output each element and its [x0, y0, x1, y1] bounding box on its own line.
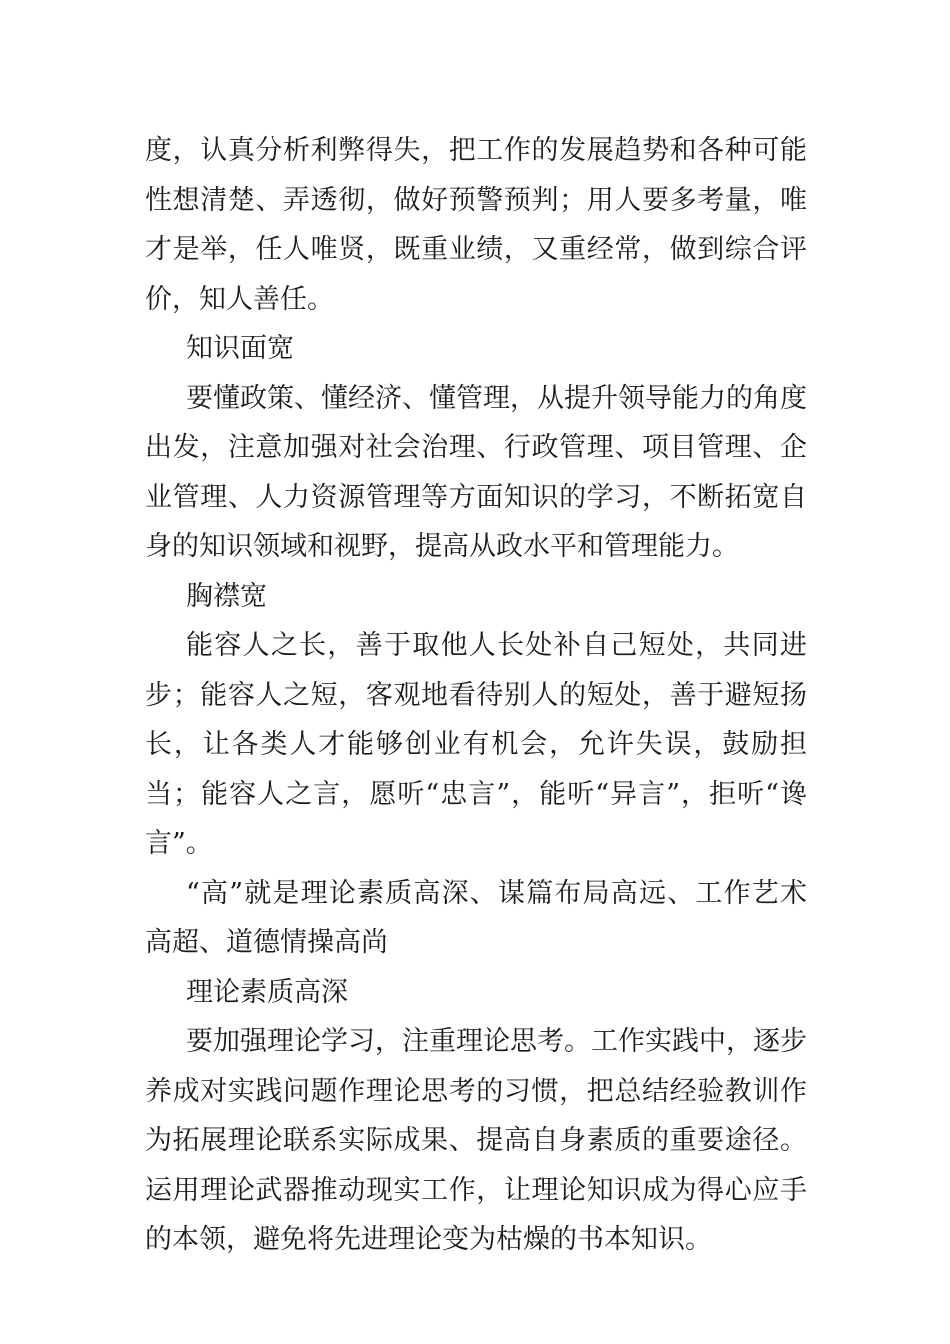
paragraph-broad-mind: 能容人之长，善于取他人长处补自己短处，共同进步；能容人之短，客观地看待别人的短处，善于避短扬长，让各类人才能够创业有机会，允许失误，鼓励担当；能容人之言，愿听“忠言”，能听“异言”，拒听“谗言”。: [145, 630, 807, 859]
document-body: [145, 126, 807, 1265]
paragraph-high-overview: “高”就是理论素质高深、谋篇布局高远、工作艺术高超、道德情操高尚: [145, 877, 807, 958]
paragraph-theory: 要加强理论学习，注重理论思考。工作实践中，逐步养成对实践问题作理论思考的习惯，把总结经验教训作为拓展理论联系实际成果、提高自身素质的重要途径。运用理论武器推动现实工作，让理论知识成为得心应手的本领，避免将先进理论变为枯燥的书本知识。: [145, 1026, 807, 1255]
section-heading-knowledge: 知识面宽: [186, 333, 294, 364]
paragraph-1: 度，认真分析利弊得失，把工作的发展趋势和各种可能性想清楚、弄透彻，做好预警预判；用人要多考量，唯才是举，任人唯贤，既重业绩，又重经常，做到综合评价，知人善任。: [145, 135, 807, 315]
paragraph-knowledge: 要懂政策、懂经济、懂管理，从提升领导能力的角度出发，注意加强对社会治理、行政管理、项目管理、企业管理、人力资源管理等方面知识的学习，不断拓宽自身的知识领域和视野，提高从政水平和管理能力。: [145, 382, 807, 562]
section-heading-broad-mind: 胸襟宽: [186, 580, 267, 612]
section-heading-theory: 理论素质高深: [186, 976, 348, 1008]
